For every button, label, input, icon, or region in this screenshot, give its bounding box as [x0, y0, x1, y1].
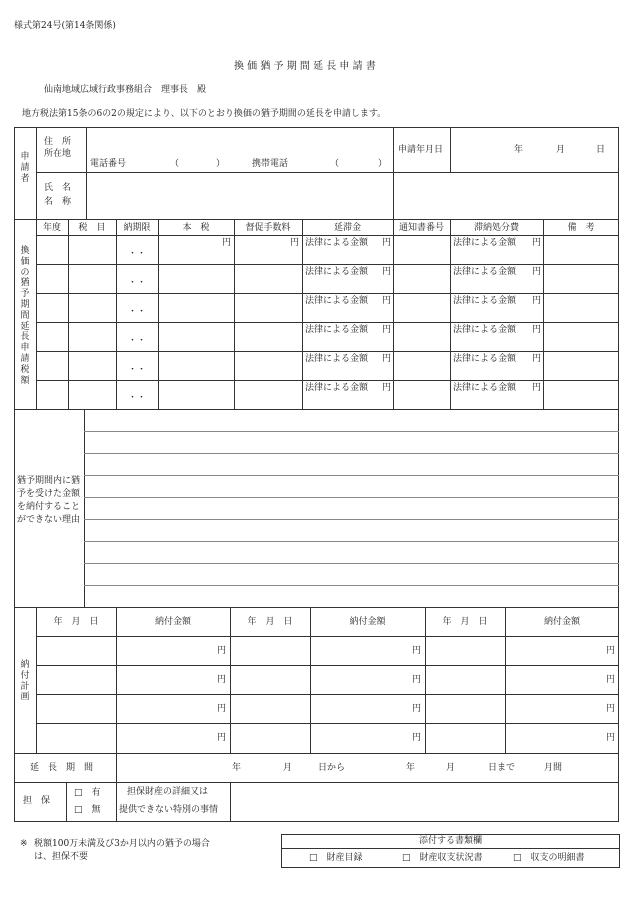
plan-yen: 円 — [217, 646, 227, 656]
plan-yen: 円 — [606, 704, 616, 714]
note-line-1: 税額100万未満及び3か月以内の猶予の場合 — [34, 839, 210, 849]
late-charge-yen: 円 — [382, 296, 392, 306]
name-label-2: 名 称 — [44, 197, 72, 207]
late-charge-legal: 法律による金額 — [305, 325, 369, 335]
collateral-detail-label-2: 提供できない特別の事情 — [119, 805, 219, 815]
extension-months: 月間 — [544, 763, 563, 773]
demand-fee-yen: 円 — [290, 238, 300, 248]
mobile-paren-open: （ — [330, 159, 340, 169]
addressee: 仙南地域広域行政事務組合 理事長 殿 — [44, 85, 207, 95]
plan-date-header: 年 月 日 — [53, 617, 99, 627]
principal-yen: 円 — [222, 238, 232, 248]
plan-yen: 円 — [606, 646, 616, 656]
mobile-paren-close: ） — [378, 159, 388, 169]
header-tax-item: 税 目 — [78, 223, 106, 233]
plan-date-header: 年 月 日 — [442, 617, 488, 627]
plan-yen: 円 — [412, 675, 422, 685]
disposition-yen: 円 — [532, 354, 542, 364]
extension-to-year: 年 — [406, 763, 416, 773]
collateral-yes-checkbox[interactable]: □ 有 — [74, 788, 101, 798]
extension-label: 延 長 期 間 — [30, 763, 94, 773]
header-principal-tax: 本 税 — [182, 223, 210, 233]
disposition-yen: 円 — [532, 238, 542, 248]
application-date-field[interactable] — [452, 129, 617, 170]
extension-frame — [14, 753, 619, 783]
note-mark: ※ — [20, 839, 28, 849]
date-year: 年 — [514, 145, 524, 155]
address-field[interactable] — [88, 129, 391, 157]
name-label-1: 氏 名 — [44, 183, 72, 193]
due-date-dots: ・・ — [127, 307, 146, 317]
header-remarks: 備 考 — [567, 223, 595, 233]
extension-from-day: 日から — [318, 763, 346, 773]
application-date-label: 申請年月日 — [398, 145, 444, 155]
plan-yen: 円 — [606, 733, 616, 743]
disposition-yen: 円 — [532, 296, 542, 306]
attachment-property-status-checkbox[interactable]: □ 財産収支状況書 — [402, 853, 483, 863]
plan-yen: 円 — [412, 646, 422, 656]
disposition-legal: 法律による金額 — [453, 296, 517, 306]
late-charge-legal: 法律による金額 — [305, 267, 369, 277]
plan-yen: 円 — [217, 704, 227, 714]
attachment-statement-checkbox[interactable]: □ 収支の明細書 — [513, 853, 585, 863]
due-date-dots: ・・ — [127, 278, 146, 288]
plan-yen: 円 — [412, 733, 422, 743]
disposition-yen: 円 — [532, 325, 542, 335]
intro-text: 地方税法第15条の6の2の規定により、以下のとおり換価の猶予期間の延長を申請します。 — [22, 109, 387, 119]
note-line-2: は、担保不要 — [34, 852, 89, 862]
due-date-dots: ・・ — [127, 393, 146, 403]
address-label-2: 所在地 — [44, 149, 72, 159]
date-day: 日 — [596, 145, 606, 155]
header-disposition-cost: 滞納処分費 — [473, 223, 519, 233]
plan-date-header: 年 月 日 — [247, 617, 293, 627]
late-charge-yen: 円 — [382, 383, 392, 393]
plan-amount-header: 納付金額 — [154, 617, 191, 627]
disposition-yen: 円 — [532, 267, 542, 277]
phone-label: 電話番号 — [90, 159, 127, 169]
disposition-legal: 法律による金額 — [453, 325, 517, 335]
collateral-detail-field[interactable] — [232, 784, 617, 820]
tax-section-label: 換価の猶予期間延長申請税額 — [20, 246, 30, 386]
document-title: 換 価 猶 予 期 間 延 長 申 請 書 — [234, 61, 376, 72]
late-charge-yen: 円 — [382, 267, 392, 277]
disposition-yen: 円 — [532, 383, 542, 393]
disposition-legal: 法律による金額 — [453, 383, 517, 393]
payment-plan-frame — [14, 607, 619, 754]
header-due-date: 納期限 — [123, 223, 151, 233]
late-charge-yen: 円 — [382, 238, 392, 248]
extension-from-month: 月 — [283, 763, 293, 773]
disposition-legal: 法律による金額 — [453, 238, 517, 248]
late-charge-yen: 円 — [382, 354, 392, 364]
plan-yen: 円 — [412, 704, 422, 714]
form-number: 様式第24号(第14条関係) — [14, 21, 116, 31]
due-date-dots: ・・ — [127, 365, 146, 375]
extension-to-month: 月 — [446, 763, 456, 773]
mobile-label: 携帯電話 — [252, 159, 289, 169]
collateral-detail-label-1: 担保財産の詳細又は — [127, 787, 209, 797]
late-charge-legal: 法律による金額 — [305, 296, 369, 306]
applicant-section-label: 申請者 — [20, 152, 30, 184]
late-charge-yen: 円 — [382, 325, 392, 335]
phone-paren-close: ） — [216, 159, 226, 169]
extension-to-day: 日まで — [488, 763, 516, 773]
date-month: 月 — [556, 145, 566, 155]
address-label-1: 住 所 — [44, 137, 72, 147]
header-demand-fee: 督促手数料 — [245, 223, 291, 233]
plan-amount-header: 納付金額 — [349, 617, 386, 627]
attachments-title: 添付する書類欄 — [418, 836, 482, 846]
collateral-label: 担 保 — [23, 796, 51, 806]
phone-field[interactable] — [180, 158, 212, 170]
name-field[interactable] — [88, 174, 391, 217]
header-late-charge: 延滞金 — [333, 223, 361, 233]
attachment-property-list-checkbox[interactable]: □ 財産目録 — [309, 853, 363, 863]
late-charge-legal: 法律による金額 — [305, 354, 369, 364]
plan-yen: 円 — [217, 675, 227, 685]
mobile-field[interactable] — [342, 158, 374, 170]
payment-plan-label: 納付計画 — [20, 660, 30, 703]
plan-amount-header: 納付金額 — [543, 617, 580, 627]
reason-label: 猶予期間内に猶予を受けた金額を納付することができない理由 — [17, 476, 81, 526]
late-charge-legal: 法律による金額 — [305, 383, 369, 393]
due-date-dots: ・・ — [127, 336, 146, 346]
disposition-legal: 法律による金額 — [453, 267, 517, 277]
due-date-dots: ・・ — [127, 249, 146, 259]
disposition-legal: 法律による金額 — [453, 354, 517, 364]
reason-text-area[interactable] — [86, 411, 617, 606]
plan-yen: 円 — [217, 733, 227, 743]
header-notice-number: 通知書番号 — [398, 223, 444, 233]
extension-from-year: 年 — [232, 763, 242, 773]
late-charge-legal: 法律による金額 — [305, 238, 369, 248]
header-fiscal-year: 年度 — [42, 223, 61, 233]
collateral-no-checkbox[interactable]: □ 無 — [74, 805, 101, 815]
phone-paren-open: （ — [170, 159, 180, 169]
plan-yen: 円 — [606, 675, 616, 685]
